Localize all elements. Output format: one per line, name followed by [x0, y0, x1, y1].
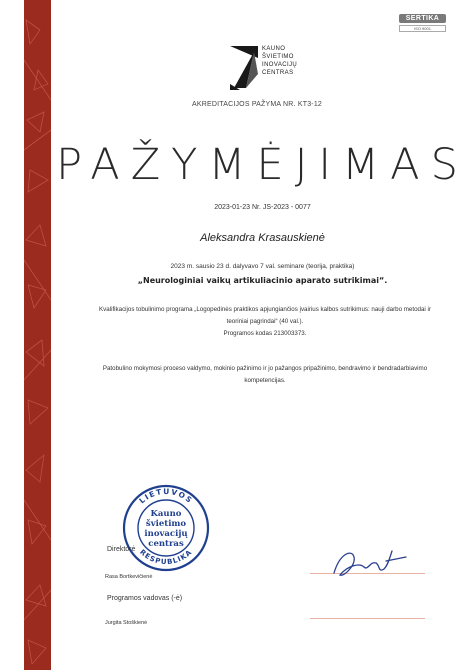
page-title: PAŽYMĖJIMAS: [56, 140, 469, 190]
competencies-description: Patobulino mokymosi proceso valdymo, mokinio pažinimo ir jo pažangos pripažinimo, bendravimo ir bendradarbiavimo kompetencijas.: [102, 365, 428, 384]
director-name: Rasa Bortkevičienė: [105, 574, 153, 580]
stamp-ring-bottom: RESPUBLIKA: [138, 548, 194, 567]
accreditation-number: AKREDITACIJOS PAŽYMA NR. KT3-12: [191, 101, 323, 108]
holder-name: Aleksandra Krasauskienė: [200, 232, 325, 244]
handwritten-signature: [330, 543, 410, 583]
certification-logo-code: ISO 9001: [399, 25, 446, 32]
program-description: Kvalifikacijos tobulinimo programa „Logopedinės praktikos apjungiančios įvairius kalbos sutrikimus: nauji darbo metodai ir teoriniai pagrindai“ (40 val.). Programos kodas 213003373.: [99, 306, 431, 337]
certification-logo-name: SERTIKA: [399, 14, 446, 23]
document-id: 2023-01-23 Nr. JS-2023 - 0077: [214, 204, 311, 211]
stamp-line: Kauno: [150, 509, 182, 519]
stamp-ring-top: LIETUVOS: [137, 486, 195, 506]
svg-text:RESPUBLIKA: [138, 548, 194, 566]
stamp-line: švietimo: [145, 519, 187, 529]
svg-text:LIETUVOS: [137, 487, 194, 505]
stamp-line: centras: [148, 539, 184, 549]
stamp-line: inovacijų: [144, 529, 188, 539]
program-lead-signature-line: [310, 618, 425, 619]
seminar-description: 2023 m. sausio 23 d. dalyvavo 7 val. seminare (teorija, praktika): [170, 263, 355, 270]
director-role: Direktorė: [107, 546, 136, 553]
organization-stamp: [122, 484, 210, 572]
program-lead-role: Programos vadovas (-ė): [107, 595, 183, 602]
seminar-title: „Neurologiniai vaikų artikuliacinio aparato sutrikimai“.: [137, 276, 388, 285]
certification-logo: [399, 14, 446, 39]
organization-name: KAUNO ŠVIETIMO INOVACIJŲ CENTRAS: [262, 46, 298, 76]
program-lead-name: Jurgita Stoškienė: [105, 620, 148, 626]
